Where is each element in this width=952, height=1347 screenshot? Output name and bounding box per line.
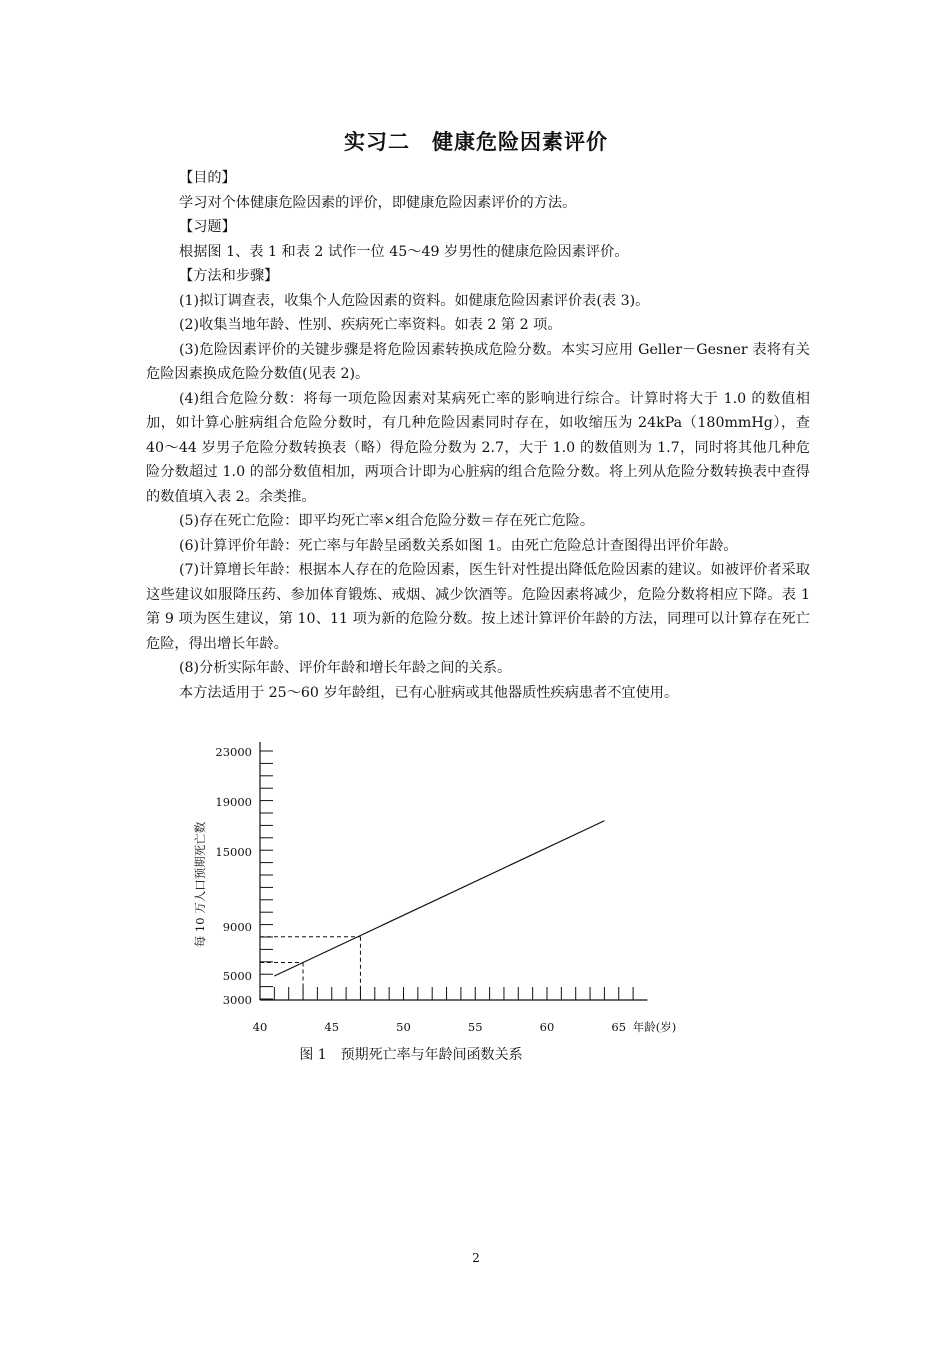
paragraph: (7)计算增长年龄：根据本人存在的危险因素，医生针对性提出降低危险因素的建议。如被评价者采取这些建议如服降压药、参加体育锻炼、戒烟、减少饮酒等。危险因素将减少，危险分数将相应下降。表 1 第 9 项为医生建议，第 10、11 项为新的危险分数。按上述计算评价年龄的方法，同理可以计算存在死亡危险，得出增长年龄。 <box>146 562 810 652</box>
body-text <box>146 166 810 705</box>
paragraph: (1)拟订调查表，收集个人危险因素的资料。如健康危险因素评价表(表 3)。 <box>179 292 650 309</box>
paragraph: (5)存在死亡危险：即平均死亡率×组合危险分数＝存在死亡危险。 <box>179 513 595 529</box>
y-tick-label: 19000 <box>215 795 252 809</box>
y-tick-label: 15000 <box>215 845 252 859</box>
paragraph: 根据图 1、表 1 和表 2 试作一位 45～49 岁男性的健康危险因素评价。 <box>179 243 629 260</box>
x-tick-label: 45 <box>324 1020 340 1034</box>
x-tick-label: 50 <box>396 1020 411 1034</box>
y-tick-label: 23000 <box>215 745 252 759</box>
paragraph: (8)分析实际年龄、评价年龄和增长年龄之间的关系。 <box>179 660 512 676</box>
x-tick-label: 40 <box>252 1020 268 1034</box>
x-tick-label: 65 <box>611 1020 627 1034</box>
x-tick-label: 60 <box>539 1020 555 1034</box>
paragraph: (6)计算评价年龄：死亡率与年龄呈函数关系如图 1。由死亡危险总计查图得出评价年龄。 <box>179 537 738 554</box>
y-tick-label: 3000 <box>222 993 252 1007</box>
paragraph: 学习对个体健康危险因素的评价，即健康危险因素评价的方法。 <box>179 194 577 211</box>
figure-caption: 图 1 预期死亡率与年龄间函数关系 <box>299 1047 523 1063</box>
y-axis-label: 每 10 万人口预期死亡数 <box>193 821 207 948</box>
paragraph: (2)收集当地年龄、性别、疾病死亡率资料。如表 2 第 2 项。 <box>179 317 562 333</box>
paragraph: 本方法适用于 25～60 岁年龄组，已有心脏病或其他器质性疾病患者不宜使用。 <box>179 684 679 701</box>
section-heading: 【方法和步骤】 <box>179 268 279 284</box>
y-tick-label: 9000 <box>222 920 252 934</box>
paragraph: (4)组合危险分数：将每一项危险因素对某病死亡率的影响进行综合。计算时将大于 1.0 的数值相加，如计算心脏病组合危险分数时，有几种危险因素同时存在，如收缩压为 24kPa（180mmHg），查 40～44 岁男子危险分数转换表（略）得危险分数为 2.7，大于 1.0 的数值则为 1.7，同时将其他几种危险分数超过 1.0 的部分数值相加，两项合计即为心脏病的组合危险分数。将上列从危险分数转换表中查得的数值填入表 2。余类推。 <box>146 390 810 505</box>
series-line <box>274 821 604 976</box>
figure-1-chart <box>186 735 726 1070</box>
section-heading: 【目的】 <box>179 170 236 186</box>
section-heading: 【习题】 <box>179 219 236 235</box>
y-tick-label: 5000 <box>222 969 252 983</box>
paragraph: (3)危险因素评价的关键步骤是将危险因素转换成危险分数。本实习应用 Geller－Gesner 表将有关危险因素换成危险分数值(见表 2)。 <box>146 341 810 382</box>
page-title: 实习二 健康危险因素评价 <box>344 130 608 154</box>
x-tick-label: 55 <box>467 1020 483 1034</box>
x-axis-label: 年龄(岁) <box>632 1020 677 1034</box>
page-number: 2 <box>472 1251 480 1265</box>
